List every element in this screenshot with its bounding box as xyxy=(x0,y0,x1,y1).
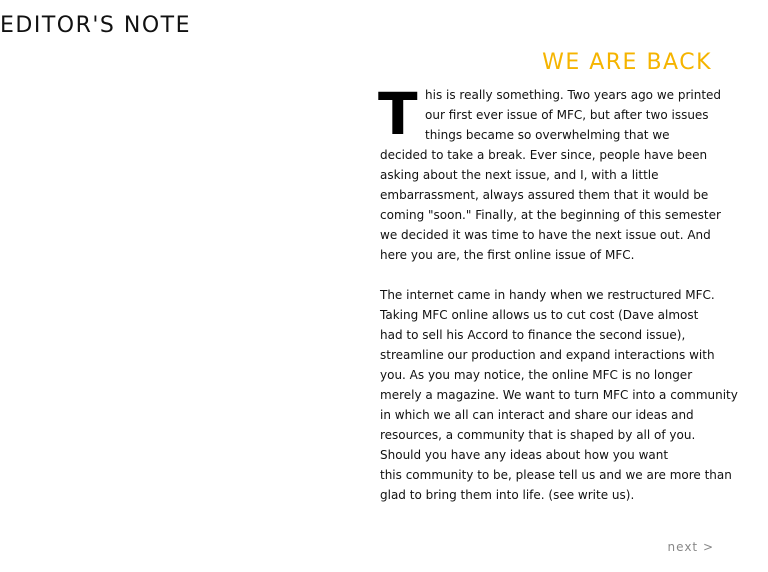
paragraph-line: things became so overwhelming that we xyxy=(425,128,670,142)
paragraph-line: our first ever issue of MFC, but after two issues xyxy=(425,108,709,122)
paragraph-line: resources, a community that is shaped by all of you. xyxy=(380,428,696,442)
paragraph-line: Should you have any ideas about how you want xyxy=(380,448,669,462)
paragraph-line: his is really something. Two years ago we printed xyxy=(425,88,722,102)
paragraph-line: merely a magazine. We want to turn MFC into a community xyxy=(380,388,738,402)
section-title: EDITOR'S NOTE xyxy=(0,13,191,38)
paragraph-line: Taking MFC online allows us to cut cost (Dave almost xyxy=(380,308,699,322)
paragraph-line: here you are, the first online issue of MFC. xyxy=(380,248,635,262)
paragraph-line: coming "soon." Finally, at the beginning of this semester xyxy=(380,208,721,222)
paragraph-line: decided to take a break. Ever since, people have been xyxy=(380,148,708,162)
article-paragraph-1 xyxy=(378,80,728,265)
drop-cap: T xyxy=(378,80,418,148)
article-body xyxy=(378,80,738,505)
article-paragraph-2 xyxy=(380,285,738,505)
paragraph-line: we decided it was time to have the next issue out. And xyxy=(380,228,711,242)
paragraph-gap xyxy=(380,265,728,285)
paragraph-line: asking about the next issue, and I, with a little xyxy=(380,168,659,182)
paragraph-line: had to sell his Accord to finance the second issue), xyxy=(380,328,686,342)
next-link[interactable]: next > xyxy=(667,540,714,554)
paragraph-line: embarrassment, always assured them that it would be xyxy=(380,188,709,202)
article-title: WE ARE BACK xyxy=(542,50,712,75)
paragraph-line: The internet came in handy when we restructured MFC. xyxy=(380,288,715,302)
paragraph-line: glad to bring them into life. (see write us). xyxy=(380,488,635,502)
paragraph-line: in which we all can interact and share our ideas and xyxy=(380,408,694,422)
paragraph-line: you. As you may notice, the online MFC is no longer xyxy=(380,368,693,382)
paragraph-line: streamline our production and expand interactions with xyxy=(380,348,715,362)
paragraph-line: this community to be, please tell us and we are more than xyxy=(380,468,732,482)
